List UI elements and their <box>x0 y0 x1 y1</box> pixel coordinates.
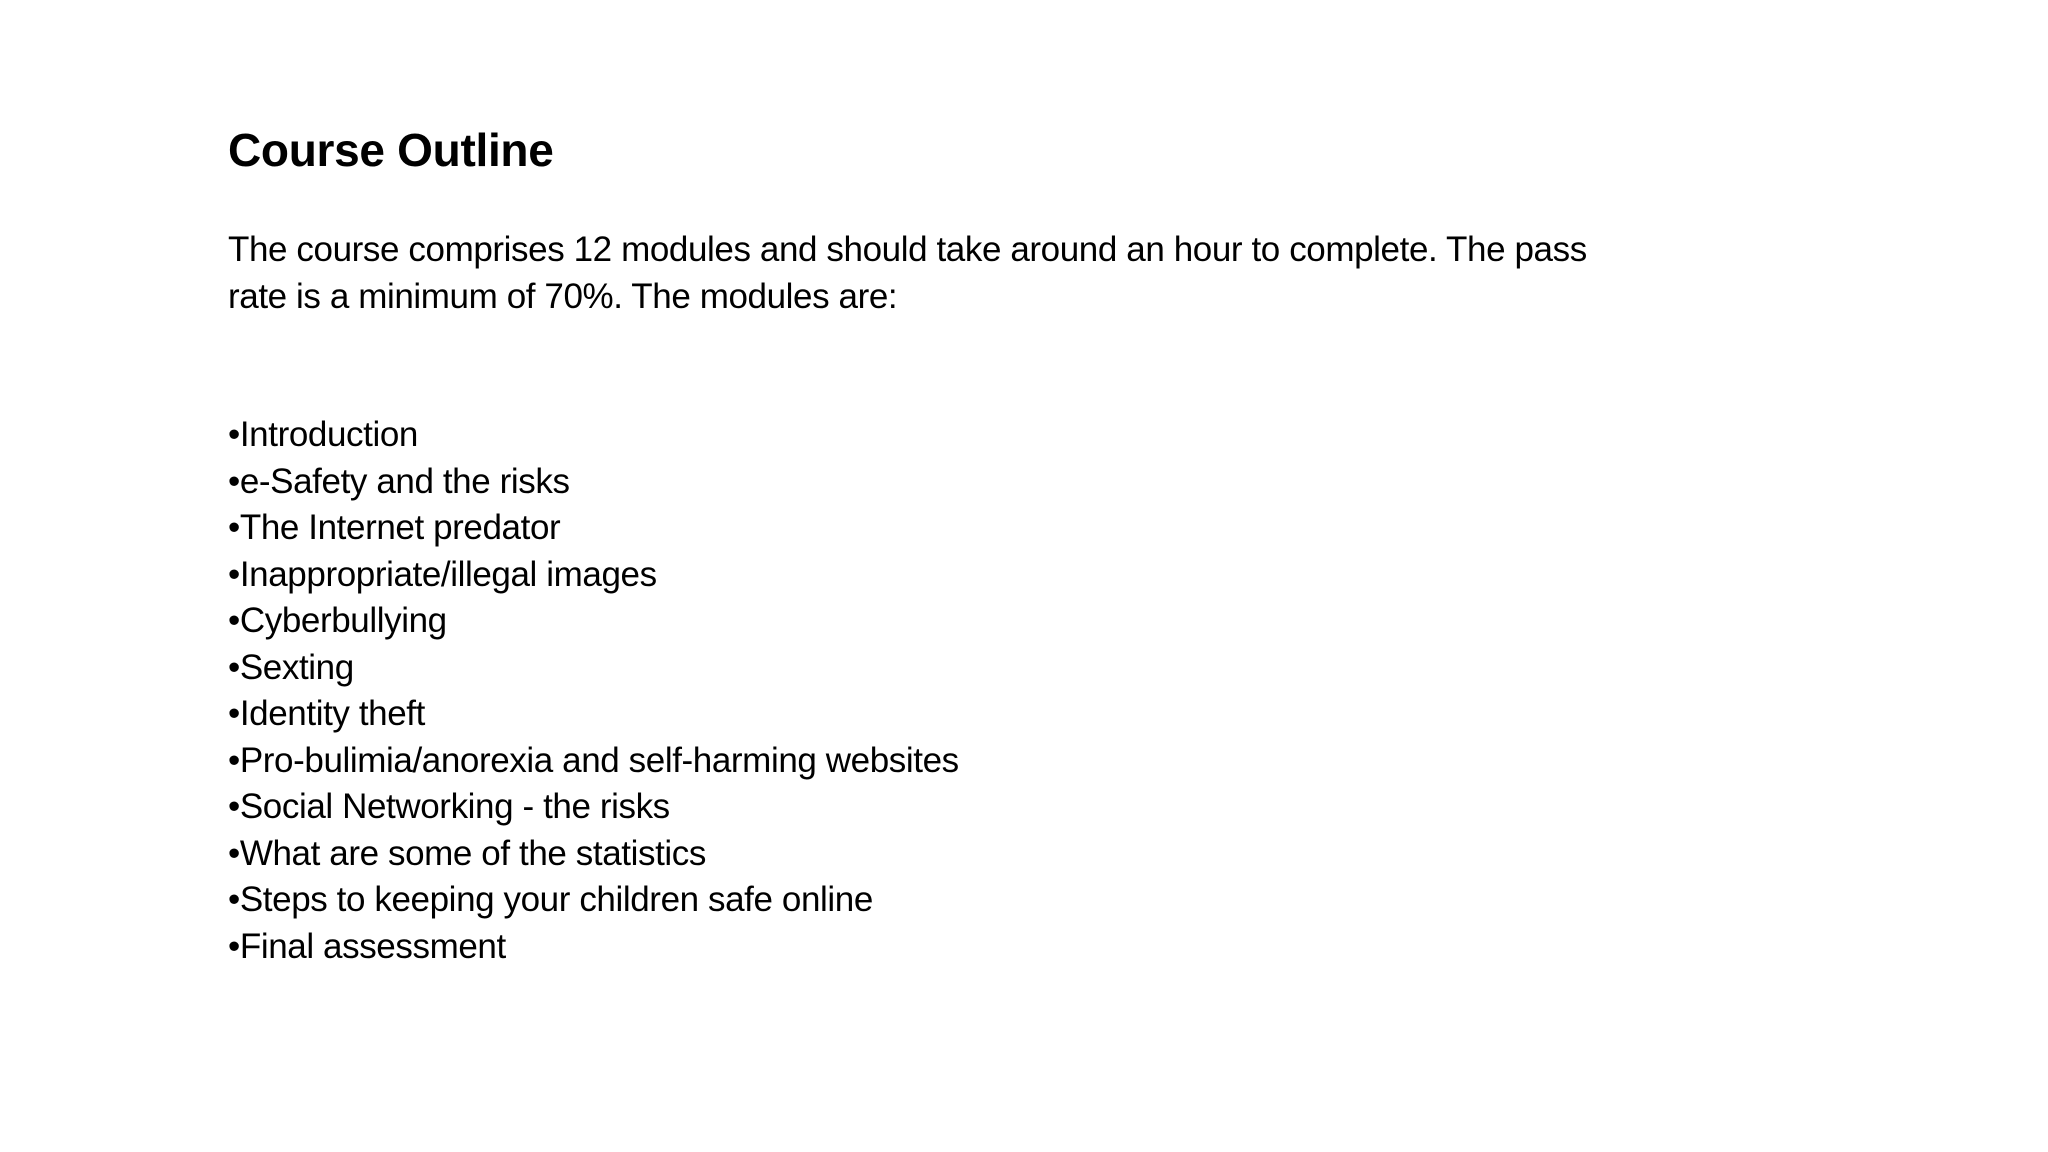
module-item: •e-Safety and the risks <box>228 461 570 501</box>
intro-paragraph <box>228 226 1678 320</box>
module-item: •Final assessment <box>228 926 506 966</box>
module-item: •The Internet predator <box>228 508 561 547</box>
intro-line: The course comprises 12 modules and should take around an hour to complete. The pass <box>228 230 1587 269</box>
module-item: •Cyberbullying <box>228 601 447 640</box>
module-item: •Social Networking - the risks <box>228 787 670 826</box>
module-item: •Identity theft <box>228 694 425 733</box>
modules-list <box>228 412 959 970</box>
module-item: •Pro-bulimia/anorexia and self-harming websites <box>228 740 959 780</box>
module-item: •Sexting <box>228 647 354 687</box>
module-item: •Steps to keeping your children safe online <box>228 880 873 919</box>
slide-title: Course Outline <box>228 124 554 176</box>
module-item: •Inappropriate/illegal images <box>228 554 657 594</box>
module-item: •What are some of the statistics <box>228 833 706 873</box>
intro-line: rate is a minimum of 70%. The modules are: <box>228 277 898 316</box>
module-item: •Introduction <box>228 415 418 454</box>
